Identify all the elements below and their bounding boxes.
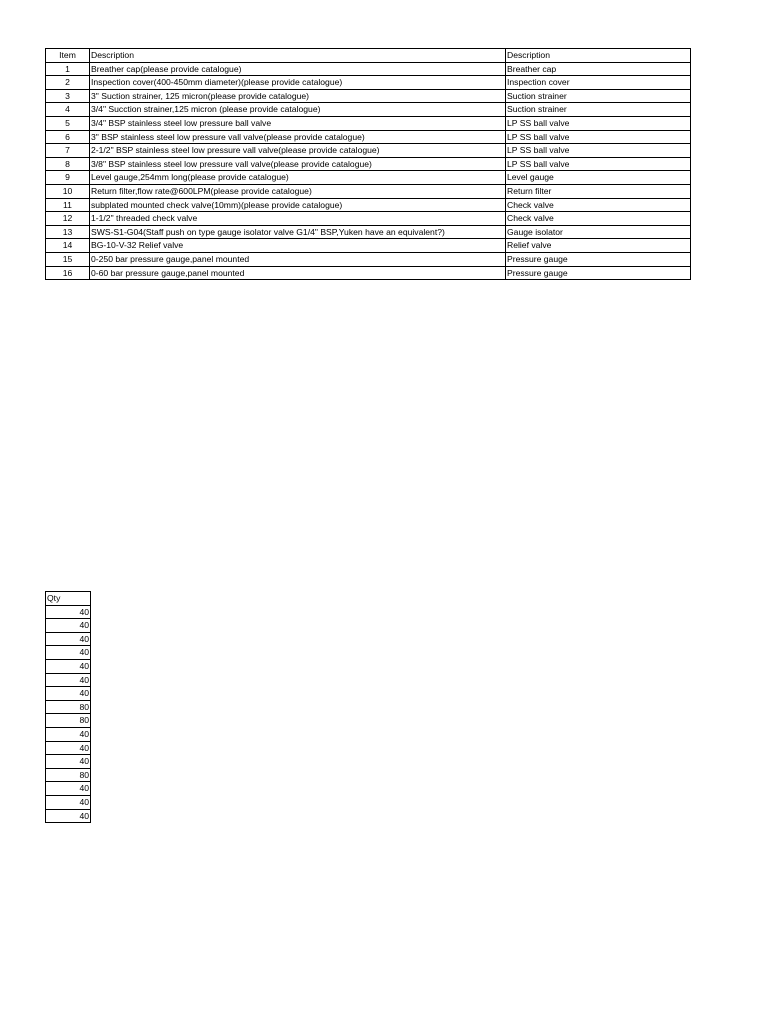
table-row (46, 212, 691, 226)
qty-row (46, 741, 91, 755)
header-item[interactable]: Item (46, 49, 90, 63)
table-row (46, 266, 691, 280)
cell-item[interactable]: 16 (46, 266, 90, 280)
table-row (46, 252, 691, 266)
qty-row (46, 714, 91, 728)
cell-item[interactable]: 6 (46, 130, 90, 144)
cell-description-short[interactable]: Return filter (506, 184, 691, 198)
cell-description[interactable]: BG-10-V-32 Relief valve (90, 239, 506, 253)
table-row (46, 184, 691, 198)
cell-description[interactable]: Inspection cover(400-450mm diameter)(please provide catalogue) (90, 76, 506, 90)
qty-row (46, 700, 91, 714)
header-description[interactable]: Description (90, 49, 506, 63)
cell-item[interactable]: 2 (46, 76, 90, 90)
qty-row (46, 782, 91, 796)
table-row (46, 144, 691, 158)
qty-row (46, 755, 91, 769)
cell-description[interactable]: 0-250 bar pressure gauge,panel mounted (90, 252, 506, 266)
cell-qty[interactable]: 40 (46, 741, 91, 755)
cell-description[interactable]: 3" Suction strainer, 125 micron(please provide catalogue) (90, 89, 506, 103)
cell-description-short[interactable]: Check valve (506, 198, 691, 212)
qty-row (46, 727, 91, 741)
cell-item[interactable]: 8 (46, 157, 90, 171)
cell-item[interactable]: 4 (46, 103, 90, 117)
cell-description[interactable]: Breather cap(please provide catalogue) (90, 62, 506, 76)
cell-item[interactable]: 9 (46, 171, 90, 185)
qty-row (46, 605, 91, 619)
cell-qty[interactable]: 80 (46, 700, 91, 714)
cell-qty[interactable]: 40 (46, 646, 91, 660)
table-row (46, 239, 691, 253)
qty-row (46, 795, 91, 809)
cell-qty[interactable]: 40 (46, 605, 91, 619)
header-description-short[interactable]: Description (506, 49, 691, 63)
cell-description-short[interactable]: LP SS ball valve (506, 144, 691, 158)
qty-row (46, 809, 91, 823)
cell-description-short[interactable]: Pressure gauge (506, 266, 691, 280)
qty-row (46, 619, 91, 633)
cell-item[interactable]: 3 (46, 89, 90, 103)
table-row (46, 116, 691, 130)
cell-item[interactable]: 7 (46, 144, 90, 158)
cell-description[interactable]: SWS-S1-G04(Staff push on type gauge isolator valve G1/4" BSP,Yuken have an equivalent?) (90, 225, 506, 239)
qty-row (46, 687, 91, 701)
cell-description[interactable]: 3/4" Sucction strainer,125 micron (please provide catalogue) (90, 103, 506, 117)
cell-description-short[interactable]: LP SS ball valve (506, 130, 691, 144)
table-row (46, 89, 691, 103)
cell-description-short[interactable]: Relief valve (506, 239, 691, 253)
cell-qty[interactable]: 40 (46, 687, 91, 701)
table-row (46, 225, 691, 239)
cell-description-short[interactable]: Gauge isolator (506, 225, 691, 239)
cell-description[interactable]: Return filter,flow rate@600LPM(please provide catalogue) (90, 184, 506, 198)
cell-description-short[interactable]: Check valve (506, 212, 691, 226)
cell-qty[interactable]: 40 (46, 755, 91, 769)
table-row (46, 76, 691, 90)
cell-qty[interactable]: 40 (46, 809, 91, 823)
cell-item[interactable]: 10 (46, 184, 90, 198)
table-row (46, 157, 691, 171)
cell-description-short[interactable]: Breather cap (506, 62, 691, 76)
cell-qty[interactable]: 40 (46, 632, 91, 646)
cell-description[interactable]: Level gauge,254mm long(please provide catalogue) (90, 171, 506, 185)
qty-row (46, 673, 91, 687)
cell-qty[interactable]: 80 (46, 768, 91, 782)
qty-row (46, 632, 91, 646)
cell-item[interactable]: 13 (46, 225, 90, 239)
qty-row (46, 646, 91, 660)
cell-item[interactable]: 12 (46, 212, 90, 226)
cell-description-short[interactable]: Suction strainer (506, 103, 691, 117)
cell-description[interactable]: 3/4" BSP stainless steel low pressure ball valve (90, 116, 506, 130)
cell-qty[interactable]: 40 (46, 659, 91, 673)
cell-item[interactable]: 11 (46, 198, 90, 212)
cell-qty[interactable]: 40 (46, 795, 91, 809)
table-row (46, 171, 691, 185)
cell-qty[interactable]: 40 (46, 782, 91, 796)
header-qty[interactable]: Qty (46, 592, 91, 606)
cell-qty[interactable]: 80 (46, 714, 91, 728)
cell-description-short[interactable]: Inspection cover (506, 76, 691, 90)
cell-description[interactable]: 2-1/2" BSP stainless steel low pressure vall valve(please provide catalogue) (90, 144, 506, 158)
cell-description[interactable]: 3" BSP stainless steel low pressure vall valve(please provide catalogue) (90, 130, 506, 144)
cell-qty[interactable]: 40 (46, 673, 91, 687)
cell-qty[interactable]: 40 (46, 619, 91, 633)
cell-description-short[interactable]: Suction strainer (506, 89, 691, 103)
cell-description[interactable]: 0-60 bar pressure gauge,panel mounted (90, 266, 506, 280)
qty-header-row (46, 592, 91, 606)
cell-description-short[interactable]: Pressure gauge (506, 252, 691, 266)
cell-description[interactable]: 3/8" BSP stainless steel low pressure vall valve(please provide catalogue) (90, 157, 506, 171)
table-row (46, 198, 691, 212)
parts-table (45, 48, 691, 280)
cell-qty[interactable]: 40 (46, 727, 91, 741)
cell-item[interactable]: 1 (46, 62, 90, 76)
cell-item[interactable]: 14 (46, 239, 90, 253)
cell-description[interactable]: subplated mounted check valve(10mm)(please provide catalogue) (90, 198, 506, 212)
cell-description-short[interactable]: LP SS ball valve (506, 157, 691, 171)
cell-item[interactable]: 15 (46, 252, 90, 266)
qty-row (46, 768, 91, 782)
header-row (46, 49, 691, 63)
cell-description-short[interactable]: Level gauge (506, 171, 691, 185)
table-row (46, 62, 691, 76)
qty-row (46, 659, 91, 673)
cell-item[interactable]: 5 (46, 116, 90, 130)
quantity-table (45, 591, 91, 823)
cell-description[interactable]: 1-1/2" threaded check valve (90, 212, 506, 226)
cell-description-short[interactable]: LP SS ball valve (506, 116, 691, 130)
table-row (46, 103, 691, 117)
table-row (46, 130, 691, 144)
